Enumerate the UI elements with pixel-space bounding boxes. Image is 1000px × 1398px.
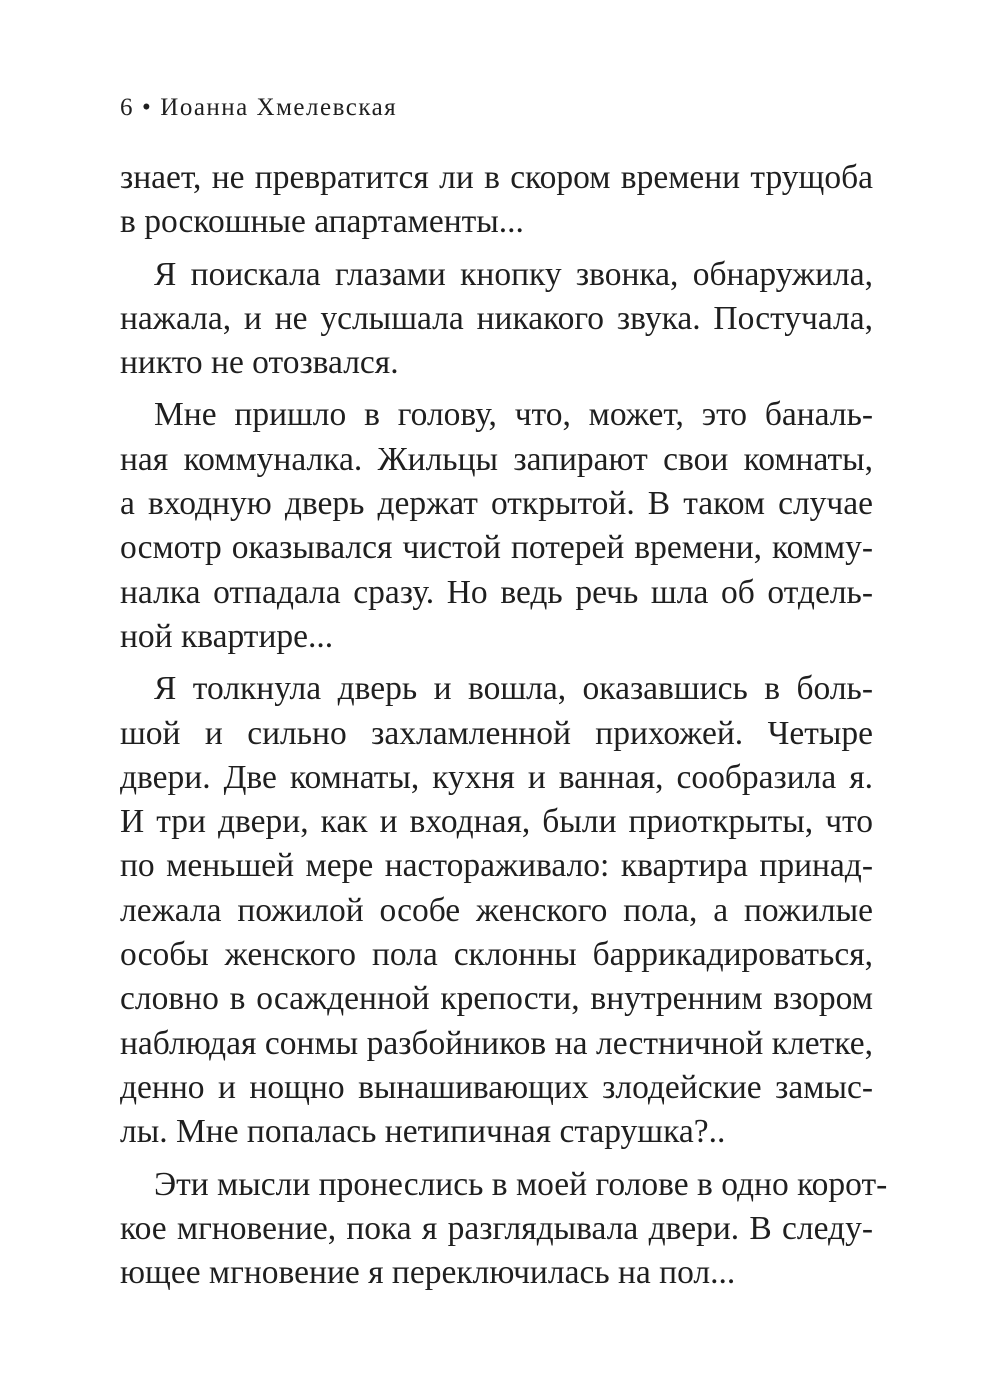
book-page bbox=[120, 88, 888, 1292]
text-line: налка отпадала сразу. Но ведь речь шла об отдель- bbox=[120, 573, 873, 611]
text-line: знает, не превратится ли в скором времени трущоба bbox=[120, 159, 873, 196]
text-line: лежала пожилой особе женского пола, а пожилые bbox=[120, 891, 873, 929]
text-line: Я толкнула дверь и вошла, оказавшись в боль- bbox=[154, 670, 873, 708]
paragraph-1 bbox=[120, 156, 873, 245]
text-line: ной квартире... bbox=[120, 617, 334, 655]
text-line: наблюдая сонмы разбойников на лестничной клетке, bbox=[120, 1024, 873, 1062]
text-line: Мне пришло в голову, что, может, это баналь- bbox=[154, 396, 873, 434]
text-line: Я поискала глазами кнопку звонка, обнаружила, bbox=[154, 255, 873, 293]
text-line: кое мгновение, пока я разглядывала двери. В следу- bbox=[120, 1209, 873, 1247]
text-line: двери. Две комнаты, кухня и ванная, сообразила я. bbox=[120, 758, 873, 796]
text-line: Эти мысли пронеслись в моей голове в одно корот- bbox=[154, 1165, 888, 1203]
text-line: а входную дверь держат открытой. В таком случае bbox=[120, 485, 873, 523]
text-line: никто не отозвался. bbox=[120, 344, 399, 382]
text-line: особы женского пола склонны баррикадироваться, bbox=[120, 936, 873, 974]
author-name: Иоанна Хмелевская bbox=[160, 94, 398, 121]
text-line: ная коммуналка. Жильцы запирают свои комнаты, bbox=[120, 440, 873, 478]
text-line: ющее мгновение я переключилась на пол... bbox=[120, 1254, 736, 1292]
paragraph-2 bbox=[120, 253, 873, 386]
text-line: по меньшей мере настораживало: квартира принад- bbox=[120, 847, 873, 885]
header-separator: • bbox=[142, 94, 153, 121]
running-header bbox=[120, 88, 873, 128]
text-line: И три двери, как и входная, были приоткрыты, что bbox=[120, 803, 873, 841]
text-line: денно и нощно вынашивающих злодейские замыс- bbox=[120, 1068, 873, 1106]
text-line: осмотр оказывался чистой потерей времени, комму- bbox=[120, 529, 873, 567]
text-line: шой и сильно захламленной прихожей. Четыре bbox=[120, 714, 873, 752]
paragraph-5 bbox=[120, 1163, 888, 1296]
paragraph-3 bbox=[120, 393, 873, 659]
text-body bbox=[120, 156, 888, 1295]
text-line: в роскошные апартаменты... bbox=[120, 203, 524, 241]
text-line: лы. Мне попалась нетипичная старушка?.. bbox=[120, 1113, 726, 1151]
text-line: нажала, и не услышала никакого звука. Постучала, bbox=[120, 299, 873, 337]
paragraph-4 bbox=[120, 667, 873, 1154]
page-number: 6 bbox=[120, 94, 134, 121]
text-line: словно в осажденной крепости, внутренним взором bbox=[120, 980, 873, 1018]
